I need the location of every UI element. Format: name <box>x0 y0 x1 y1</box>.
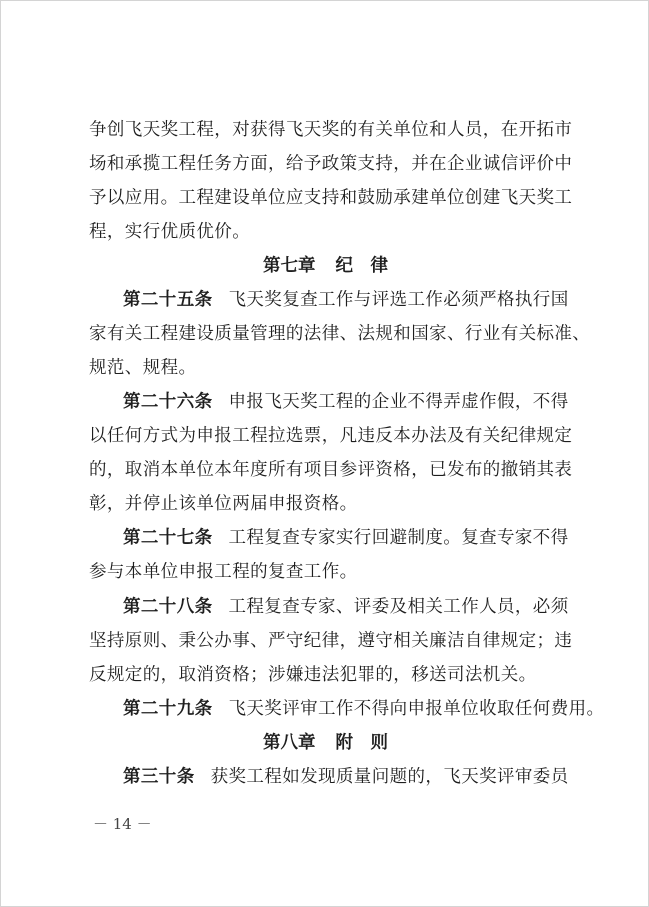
paragraph-line: 程，实行优质优价。 <box>89 222 251 242</box>
article-label: 第二十八条 <box>123 597 213 617</box>
paragraph-line: 场和承揽工程任务方面，给予政策支持，并在企业诚信评价中 <box>89 154 573 174</box>
chapter-title: 纪 律 <box>335 256 388 276</box>
article-26-first-line <box>123 394 569 412</box>
paragraph-line: 以任何方式为申报工程拉选票，凡违反本办法及有关纪律规定 <box>89 426 573 446</box>
article-text: 飞天奖复查工作与评选工作必须严格执行国 <box>228 290 569 310</box>
chapter-7-heading <box>263 258 388 276</box>
article-text: 工程复查专家、评委及相关工作人员，必须 <box>228 597 569 617</box>
paragraph-line: 家有关工程建设质量管理的法律、法规和国家、行业有关标准、 <box>89 324 591 344</box>
article-text: 工程复查专家实行回避制度。复查专家不得 <box>228 528 569 548</box>
chapter-8-heading <box>263 735 388 753</box>
chapter-number: 第七章 <box>263 256 316 276</box>
article-label: 第二十五条 <box>123 290 213 310</box>
chapter-title: 附 则 <box>335 733 388 753</box>
article-text: 获奖工程如发现质量问题的，飞天奖评审委员 <box>210 767 569 787</box>
article-label: 第二十九条 <box>123 699 213 719</box>
page-number: － 14 － <box>93 815 152 833</box>
paragraph-line: 反规定的，取消资格；涉嫌违法犯罪的，移送司法机关。 <box>89 665 537 685</box>
article-25-first-line <box>123 292 569 310</box>
article-label: 第二十七条 <box>123 528 213 548</box>
article-label: 第三十条 <box>123 767 195 787</box>
article-label: 第二十六条 <box>123 392 213 412</box>
article-29-first-line <box>123 701 604 719</box>
paragraph-line: 参与本单位申报工程的复查工作。 <box>89 562 358 582</box>
chapter-number: 第八章 <box>263 733 316 753</box>
paragraph-line: 争创飞天奖工程，对获得飞天奖的有关单位和人员，在开拓市 <box>89 120 573 140</box>
article-28-first-line <box>123 599 569 617</box>
paragraph-line: 予以应用。工程建设单位应支持和鼓励承建单位创建飞天奖工 <box>89 188 573 208</box>
article-27-first-line <box>123 530 569 548</box>
article-30-first-line <box>123 769 569 787</box>
article-text: 飞天奖评审工作不得向申报单位收取任何费用。 <box>228 699 605 719</box>
paragraph-line: 规范、规程。 <box>89 358 197 378</box>
paragraph-line: 坚持原则、秉公办事、严守纪律，遵守相关廉洁自律规定；违 <box>89 631 573 651</box>
paragraph-line: 的，取消本单位本年度所有项目参评资格，已发布的撤销其表 <box>89 460 573 480</box>
paragraph-line: 彰，并停止该单位两届申报资格。 <box>89 494 358 514</box>
article-text: 申报飞天奖工程的企业不得弄虚作假，不得 <box>228 392 569 412</box>
